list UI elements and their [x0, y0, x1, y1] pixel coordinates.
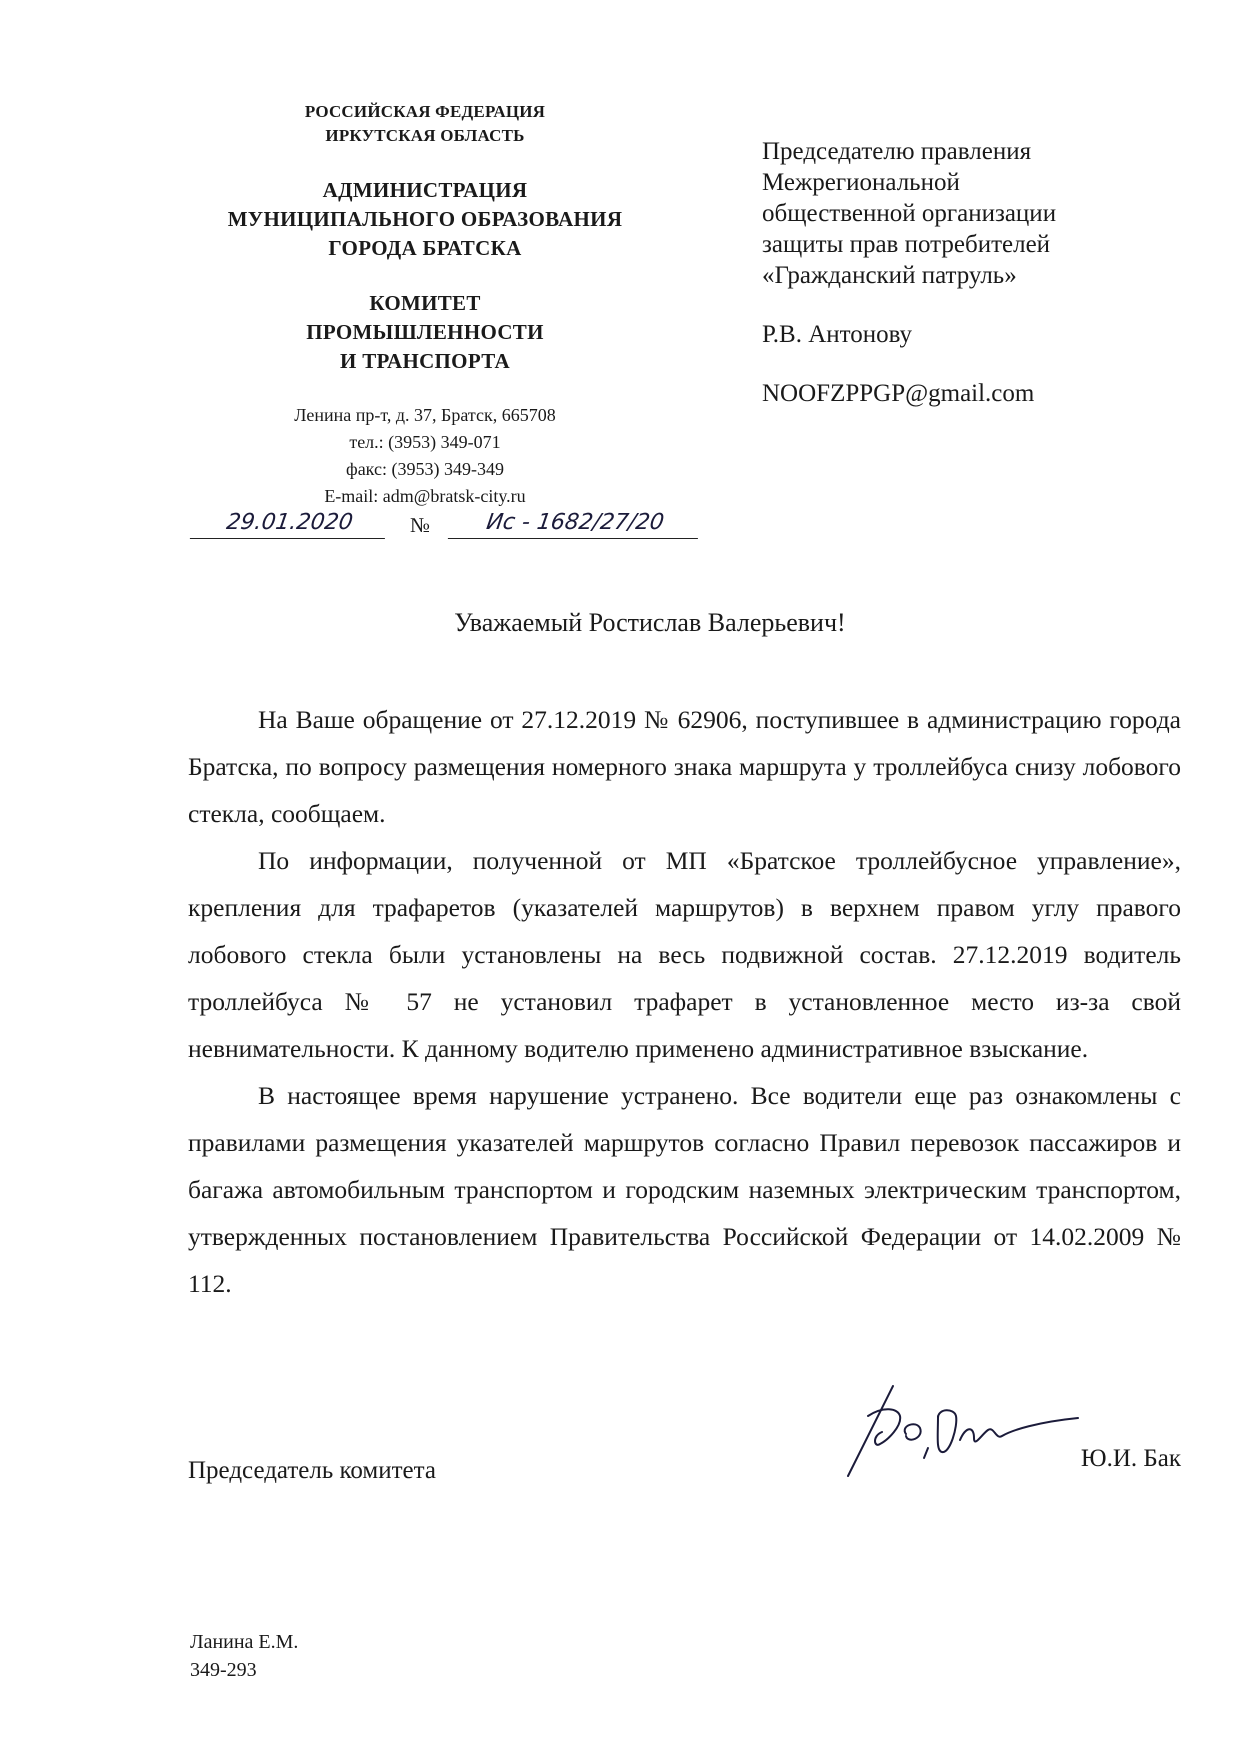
addressee-line: «Гражданский патруль»	[762, 262, 1017, 289]
registration-line	[192, 508, 712, 542]
letterhead-admin-line: МУНИЦИПАЛЬНОГО ОБРАЗОВАНИЯ	[227, 207, 623, 231]
body-paragraph: В настоящее время нарушение устранено. Все водители еще раз ознакомлены с правилами размещения указателей маршрутов согласно Правил перевозок пассажиров и багажа автомобильным транспортом и городским наземных электрическим транспортом, утвержденных постановлением Правительства Российской Федерации от 14.02.2009 № 112.	[188, 1081, 1181, 1298]
letterhead-admin-line: ГОРОДА БРАТСКА	[328, 236, 522, 260]
letterhead-address: Ленина пр-т, д. 37, Братск, 665708	[294, 405, 556, 425]
addressee-line: Председателю правления	[762, 138, 1032, 165]
executor-name: Ланина Е.М.	[190, 1631, 299, 1653]
body-paragraph: По информации, полученной от МП «Братское троллейбусное управление», крепления для трафаретов (указателей маршрутов) в верхнем правом углу правого лобового стекла были установлены на весь подвижной состав. 27.12.2019 водитель троллейбуса № 57 не установил трафарет в установленное место из-за свой невнимательности. К данному водителю применено административное взыскание.	[188, 846, 1181, 1063]
letterhead-committee-line: КОМИТЕТ	[369, 291, 481, 315]
letterhead-admin-line: АДМИНИСТРАЦИЯ	[322, 178, 528, 202]
registration-number: Ис - 1682/27/20	[448, 508, 702, 539]
addressee-line: Межрегиональной	[762, 169, 960, 196]
letterhead-committee-line: ПРОМЫШЛЕННОСТИ	[306, 320, 544, 344]
letterhead-email: E-mail: adm@bratsk-city.ru	[324, 486, 526, 506]
addressee-email: NOOFZPPGP@gmail.com	[762, 380, 1035, 407]
addressee-block	[762, 136, 1182, 409]
letterhead-fax: факс: (3953) 349-349	[346, 459, 504, 479]
registration-number-label: №	[410, 513, 431, 537]
letterhead-contacts	[180, 402, 670, 510]
addressee-line: общественной организации	[762, 200, 1057, 227]
letterhead-committee	[180, 289, 670, 376]
letterhead-committee-line: И ТРАНСПОРТА	[340, 349, 510, 373]
addressee-line: защиты прав потребителей	[762, 231, 1051, 258]
executor-phone: 349-293	[190, 1659, 257, 1681]
letterhead-phone: тел.: (3953) 349-071	[349, 432, 501, 452]
signature-block	[188, 1436, 1181, 1506]
letterhead-country: РОССИЙСКАЯ ФЕДЕРАЦИЯ	[304, 102, 546, 121]
executor-info	[190, 1628, 298, 1684]
letterhead	[180, 100, 670, 510]
handwritten-signature	[788, 1356, 1108, 1496]
letterhead-region: ИРКУТСКАЯ ОБЛАСТЬ	[325, 126, 525, 145]
addressee-name: Р.В. Антонову	[762, 321, 913, 348]
letterhead-administration	[180, 176, 670, 263]
letter-body	[188, 696, 1181, 1307]
signatory-name: Ю.И. Бак	[1080, 1445, 1181, 1472]
body-paragraph: На Ваше обращение от 27.12.2019 № 62906, поступившее в администрацию города Братска, по вопросу размещения номерного знака маршрута у троллейбуса снизу лобового стекла, сообщаем.	[188, 705, 1181, 828]
registration-date: 29.01.2020	[190, 508, 389, 539]
signatory-position: Председатель комитета	[188, 1457, 436, 1484]
greeting: Уважаемый Ростислав Валерьевич!	[454, 608, 846, 637]
